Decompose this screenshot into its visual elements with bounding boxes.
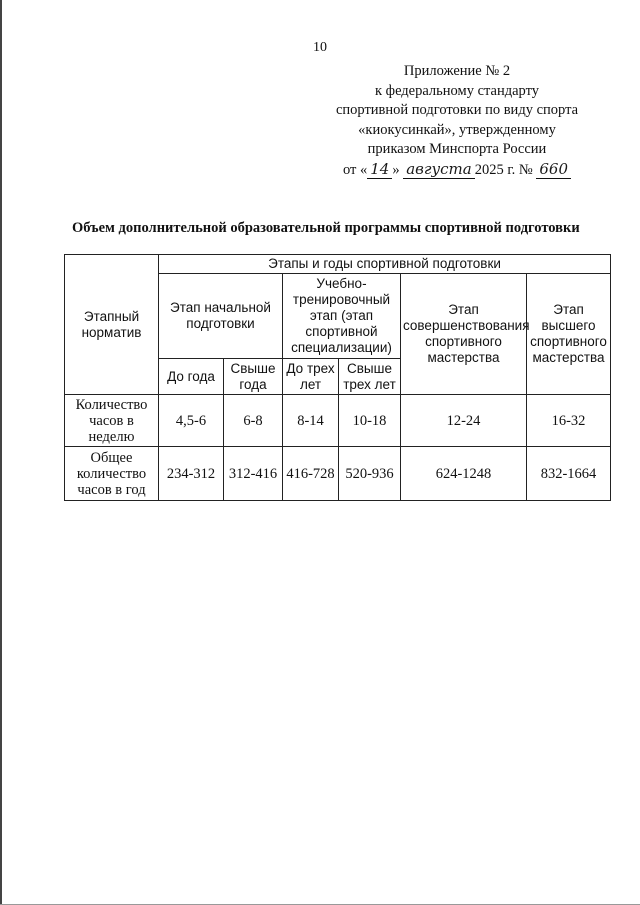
- date-year: 2025 г. №: [474, 161, 533, 178]
- table-row-weekly-hours: [65, 395, 611, 447]
- row-header-cell: Этапный норматив: [65, 255, 159, 395]
- sub-header-initial-2: Свыше года: [224, 359, 283, 395]
- value-cell: 6-8: [224, 395, 283, 447]
- handwritten-day: 14: [367, 160, 392, 179]
- value-cell: 520-936: [339, 447, 401, 501]
- document-title: Объем дополнительной образовательной программы спортивной подготовки: [72, 220, 580, 236]
- sub-header-training-2: Свыше трех лет: [339, 359, 401, 395]
- scan-left-edge: [0, 0, 2, 905]
- sub-header-training-1: До трех лет: [283, 359, 339, 395]
- date-mid: »: [392, 161, 400, 178]
- appendix-line-5: приказом Минспорта России: [367, 141, 547, 157]
- value-cell: 10-18: [339, 395, 401, 447]
- value-cell: 832-1664: [527, 447, 611, 501]
- appendix-header: [322, 62, 592, 180]
- value-cell: 8-14: [283, 395, 339, 447]
- appendix-date-line: [322, 160, 592, 181]
- value-cell: 624-1248: [401, 447, 527, 501]
- appendix-line-4: «киокусинкай», утвержденному: [358, 121, 556, 138]
- stage-training-header: Учебно-тренировочный этап (этап спортивной специализации): [283, 274, 401, 359]
- handwritten-order-number: 660: [536, 160, 571, 179]
- row-label-weekly: Количество часов в неделю: [65, 395, 159, 447]
- value-cell: 416-728: [283, 447, 339, 501]
- stage-higher-header: Этап высшего спортивного мастерства: [527, 274, 611, 395]
- group-header-cell: Этапы и годы спортивной подготовки: [159, 255, 611, 274]
- handwritten-month: августа: [403, 160, 475, 179]
- value-cell: 234-312: [159, 447, 224, 501]
- sub-header-initial-1: До года: [159, 359, 224, 395]
- stage-improvement-header: Этап совершенствования спортивного мастерства: [401, 274, 527, 395]
- value-cell: 312-416: [224, 447, 283, 501]
- appendix-line-3: спортивной подготовки по виду спорта: [335, 102, 579, 118]
- appendix-line-1: Приложение № 2: [403, 63, 511, 79]
- training-volume-table: [64, 254, 611, 501]
- stage-initial-header: Этап начальной подготовки: [159, 274, 283, 359]
- table-row-annual-hours: [65, 447, 611, 501]
- date-prefix: от «: [342, 161, 368, 178]
- value-cell: 16-32: [527, 395, 611, 447]
- row-label-annual: Общее количество часов в год: [65, 447, 159, 501]
- page-number: 10: [313, 40, 327, 55]
- value-cell: 4,5-6: [159, 395, 224, 447]
- value-cell: 12-24: [401, 395, 527, 447]
- appendix-line-2: к федеральному стандарту: [375, 82, 539, 99]
